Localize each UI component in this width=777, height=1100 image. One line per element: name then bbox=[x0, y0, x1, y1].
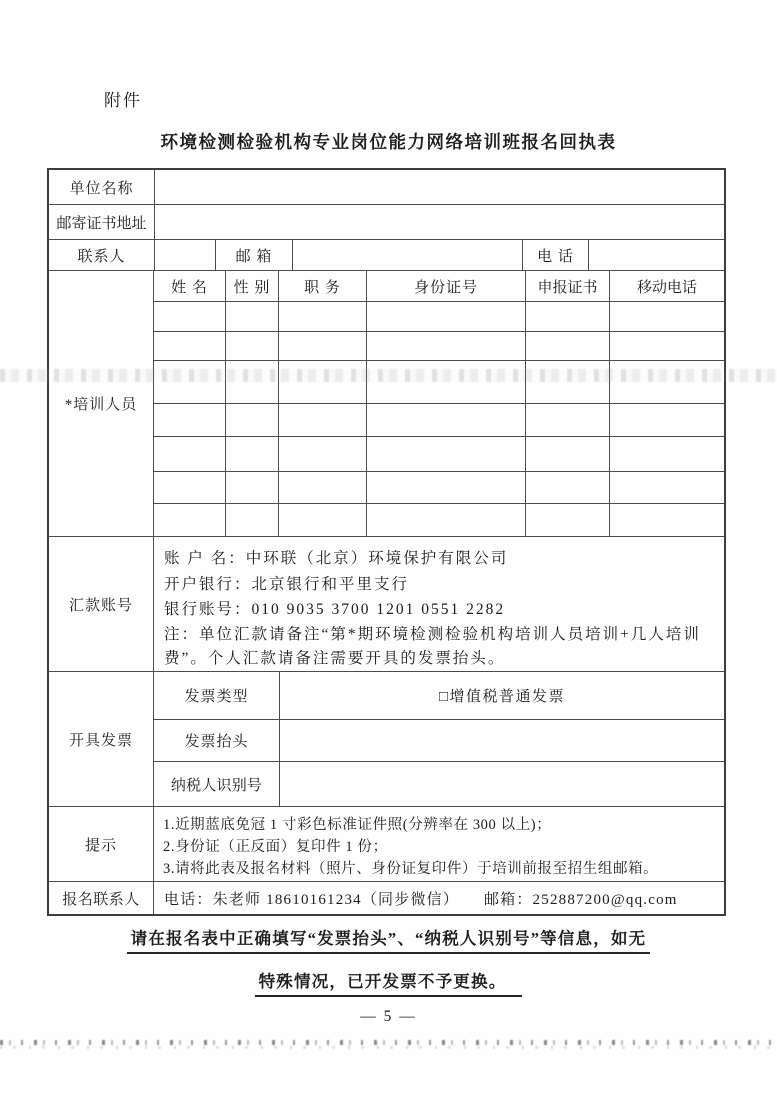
empty-cell bbox=[154, 472, 225, 503]
empty-cell bbox=[366, 361, 525, 403]
empty-cell bbox=[225, 361, 278, 403]
invoice-title-label: 发票抬头 bbox=[154, 720, 280, 761]
empty-cell bbox=[366, 472, 525, 503]
registration-contact-value: 电话：朱老师 18610161234（同步微信） 邮箱：252887200@qq.com bbox=[164, 891, 678, 908]
trainee-empty-row bbox=[154, 301, 724, 331]
invoice-tax-id-row bbox=[154, 761, 724, 806]
unit-name-label: 单位名称 bbox=[69, 180, 134, 197]
invoice-section bbox=[49, 671, 724, 806]
invoice-type-value: □增值税普通发票 bbox=[438, 689, 566, 705]
empty-cell bbox=[154, 504, 225, 536]
page-title: 环境检测检验机构专业岗位能力网络培训班报名回执表 bbox=[160, 132, 617, 152]
empty-cell bbox=[225, 404, 278, 436]
trainee-empty-row bbox=[154, 331, 724, 360]
mailing-address-field bbox=[154, 205, 724, 239]
attachment-label: 附件 bbox=[104, 91, 142, 110]
empty-cell bbox=[278, 404, 366, 436]
table-row-unit-name bbox=[49, 170, 724, 204]
scan-noise-streak bbox=[0, 1040, 777, 1045]
contact-label: 联系人 bbox=[77, 248, 126, 265]
col-header-mobile: 移动电话 bbox=[609, 271, 724, 301]
empty-cell bbox=[154, 302, 225, 331]
contact-name-field bbox=[154, 240, 215, 270]
empty-cell bbox=[154, 332, 225, 360]
invoice-title-row bbox=[154, 719, 724, 761]
col-header-sex: 性 别 bbox=[225, 271, 278, 301]
trainee-empty-row bbox=[154, 503, 724, 536]
email-field bbox=[292, 240, 522, 270]
empty-cell bbox=[278, 361, 366, 403]
empty-cell bbox=[278, 332, 366, 360]
empty-cell bbox=[525, 437, 609, 471]
tips-section bbox=[49, 806, 724, 881]
trainee-empty-row bbox=[154, 471, 724, 503]
empty-cell bbox=[609, 404, 724, 436]
trainee-empty-row bbox=[154, 403, 724, 436]
phone-field bbox=[588, 240, 724, 270]
table-row-contact bbox=[49, 239, 724, 270]
tax-id-label: 纳税人识别号 bbox=[154, 762, 280, 806]
registration-contact-label: 报名联系人 bbox=[49, 882, 154, 914]
empty-cell bbox=[366, 437, 525, 471]
col-header-duty: 职 务 bbox=[278, 271, 366, 301]
empty-cell bbox=[154, 437, 225, 471]
empty-cell bbox=[366, 332, 525, 360]
empty-cell bbox=[609, 472, 724, 503]
tip-item-3: 3.请将此表及报名材料（照片、身份证复印件）于培训前报至招生组邮箱。 bbox=[163, 861, 659, 877]
trainee-empty-row bbox=[154, 360, 724, 403]
remittance-account-name: 账 户 名：中环联（北京）环境保护有限公司 bbox=[164, 550, 509, 567]
invoice-section-label: 开具发票 bbox=[49, 672, 154, 806]
empty-cell bbox=[525, 302, 609, 331]
empty-cell bbox=[609, 302, 724, 331]
footer-note-line2: 特殊情况，已开发票不予更换。 bbox=[255, 968, 523, 997]
empty-cell bbox=[525, 504, 609, 536]
unit-name-field bbox=[154, 170, 724, 204]
footer-note bbox=[0, 925, 777, 997]
mailing-address-label: 邮寄证书地址 bbox=[56, 215, 147, 232]
trainees-header-row bbox=[154, 271, 724, 301]
tip-item-2: 2.身份证（正反面）复印件 1 份； bbox=[163, 839, 388, 855]
empty-cell bbox=[609, 332, 724, 360]
empty-cell bbox=[154, 404, 225, 436]
footer-note-line1: 请在报名表中正确填写“发票抬头”、“纳税人识别号”等信息，如无 bbox=[127, 925, 651, 954]
col-header-id-number: 身份证号 bbox=[366, 271, 525, 301]
scan-noise-streak bbox=[0, 1046, 777, 1049]
empty-cell bbox=[525, 404, 609, 436]
empty-cell bbox=[225, 504, 278, 536]
empty-cell bbox=[366, 302, 525, 331]
remittance-section bbox=[49, 536, 724, 671]
empty-cell bbox=[278, 302, 366, 331]
empty-cell bbox=[366, 404, 525, 436]
empty-cell bbox=[278, 437, 366, 471]
remittance-section-label: 汇款账号 bbox=[49, 537, 154, 671]
registration-form-table bbox=[47, 168, 726, 916]
empty-cell bbox=[609, 361, 724, 403]
tips-section-label: 提示 bbox=[49, 807, 154, 881]
col-header-certificate: 申报证书 bbox=[525, 271, 609, 301]
empty-cell bbox=[225, 437, 278, 471]
tips-list bbox=[154, 807, 724, 881]
trainees-grid bbox=[154, 271, 724, 536]
empty-cell bbox=[225, 472, 278, 503]
col-header-name: 姓 名 bbox=[171, 279, 208, 296]
empty-cell bbox=[525, 472, 609, 503]
tax-id-field bbox=[280, 762, 724, 806]
phone-label: 电 话 bbox=[522, 240, 588, 270]
email-label: 邮 箱 bbox=[215, 240, 292, 270]
empty-cell bbox=[225, 332, 278, 360]
tip-item-1: 1.近期蓝底免冠 1 寸彩色标准证件照(分辨率在 300 以上)； bbox=[163, 817, 552, 833]
page-number: — 5 — bbox=[360, 1008, 417, 1025]
empty-cell bbox=[525, 332, 609, 360]
invoice-subtable bbox=[154, 672, 724, 806]
empty-cell bbox=[225, 302, 278, 331]
invoice-title-field bbox=[280, 720, 724, 761]
trainees-section-label: *培训人员 bbox=[49, 271, 154, 536]
invoice-type-row bbox=[154, 672, 724, 719]
trainees-section bbox=[49, 270, 724, 536]
table-row-mailing-address bbox=[49, 204, 724, 239]
invoice-type-label: 发票类型 bbox=[154, 672, 280, 719]
remittance-account-number: 银行账号：010 9035 3700 1201 0551 2282 bbox=[164, 601, 506, 618]
empty-cell bbox=[278, 472, 366, 503]
remittance-note: 注：单位汇款请备注“第*期环境检测检验机构培训人员培训+几人培训费”。个人汇款请备注需要开具的发票抬头。 bbox=[164, 625, 701, 667]
empty-cell bbox=[609, 504, 724, 536]
empty-cell bbox=[366, 504, 525, 536]
registration-contact-row bbox=[49, 881, 724, 914]
empty-cell bbox=[525, 361, 609, 403]
trainee-empty-row bbox=[154, 436, 724, 471]
empty-cell bbox=[278, 504, 366, 536]
remittance-bank: 开户银行：北京银行和平里支行 bbox=[164, 575, 410, 593]
empty-cell bbox=[154, 361, 225, 403]
empty-cell bbox=[609, 437, 724, 471]
remittance-details bbox=[154, 537, 724, 671]
